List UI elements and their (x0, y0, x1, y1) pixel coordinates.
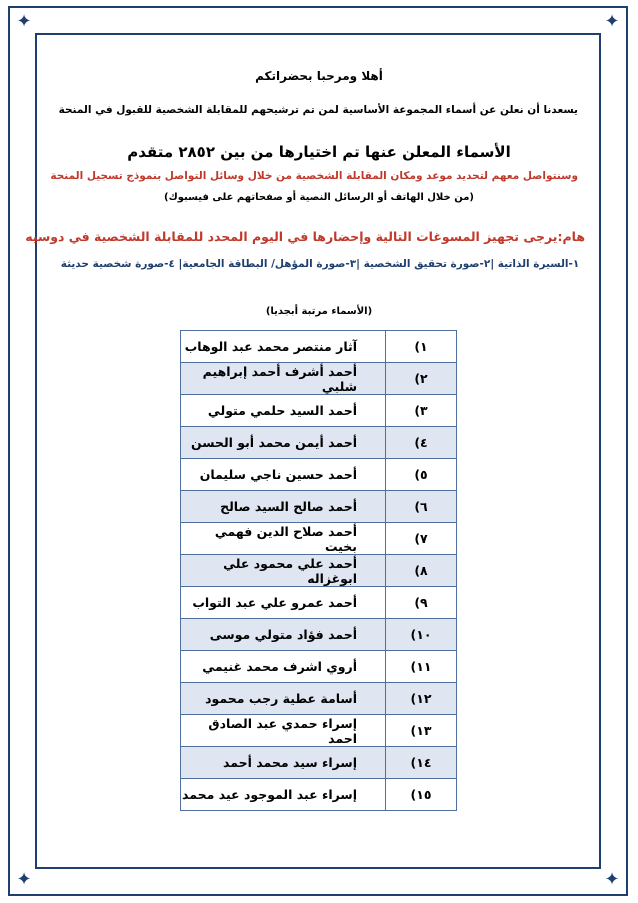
candidate-name: أحمد أيمن محمد أبو الحسن (181, 427, 386, 459)
row-number: ١٣) (386, 715, 457, 747)
corner-ornament-icon: ✦ (604, 11, 620, 32)
corner-ornament-icon: ✦ (16, 869, 32, 890)
candidate-name: آثار منتصر محمد عبد الوهاب (181, 331, 386, 363)
table-row (181, 363, 457, 395)
candidate-name: أروي اشرف محمد غنيمي (181, 651, 386, 683)
row-number: ١) (386, 331, 457, 363)
table-row (181, 523, 457, 555)
table-row (181, 619, 457, 651)
candidate-name: إسراء عبد الموجود عيد محمد (181, 779, 386, 811)
row-number: ٨) (386, 555, 457, 587)
candidate-name: أحمد عمرو علي عبد التواب (181, 587, 386, 619)
candidate-name: أحمد صلاح الدين فهمي بخيت (181, 523, 386, 555)
candidate-name: إسراء حمدي عبد الصادق احمد (181, 715, 386, 747)
table-row (181, 427, 457, 459)
row-number: ١٤) (386, 747, 457, 779)
row-number: ١٥) (386, 779, 457, 811)
contact-means: (من خلال الهاتف أو الرسائل النصية أو صفحاتهم على فيسبوك) (164, 192, 474, 203)
table-row (181, 651, 457, 683)
candidate-name: أسامة عطية رجب محمود (181, 683, 386, 715)
important-notice: هام:يرجى تجهيز المسوغات التالية وإحضارها في اليوم المحدد للمقابلة الشخصية في دوسيه (25, 229, 585, 244)
corner-ornament-icon: ✦ (16, 11, 32, 32)
contact-notice: وسنتواصل معهم لتحديد موعد ومكان المقابلة الشخصية من خلال وسائل التواصل بنموذج تسجيل المنحة (50, 170, 578, 182)
table-row (181, 395, 457, 427)
row-number: ١١) (386, 651, 457, 683)
names-table (180, 330, 457, 811)
row-number: ٢) (386, 363, 457, 395)
table-row (181, 459, 457, 491)
table-row (181, 747, 457, 779)
candidate-name: أحمد علي محمود علي ابوغزاله (181, 555, 386, 587)
announcement-headline: الأسماء المعلن عنها تم اختيارها من بين ٢٨٥٢ متقدم (127, 143, 511, 161)
table-row (181, 779, 457, 811)
table-row (181, 683, 457, 715)
table-row (181, 491, 457, 523)
row-number: ١٠) (386, 619, 457, 651)
row-number: ٤) (386, 427, 457, 459)
candidate-name: أحمد حسين ناجي سليمان (181, 459, 386, 491)
table-row (181, 331, 457, 363)
table-row (181, 715, 457, 747)
corner-ornament-icon: ✦ (604, 869, 620, 890)
table-row (181, 555, 457, 587)
candidate-name: أحمد صالح السيد صالح (181, 491, 386, 523)
row-number: ٦) (386, 491, 457, 523)
row-number: ٧) (386, 523, 457, 555)
row-number: ٣) (386, 395, 457, 427)
row-number: ١٢) (386, 683, 457, 715)
candidate-name: أحمد أشرف أحمد إبراهيم شلبي (181, 363, 386, 395)
welcome-heading: أهلا ومرحبا بحضراتكم (255, 69, 383, 83)
candidate-name: أحمد فؤاد متولي موسى (181, 619, 386, 651)
row-number: ٩) (386, 587, 457, 619)
sort-note: (الأسماء مرتبة أبجديا) (265, 306, 373, 317)
intro-text: يسعدنا أن نعلن عن أسماء المجموعة الأساسية لمن تم ترشيحهم للمقابلة الشخصية للقبول في المنحة (58, 104, 578, 116)
candidate-name: إسراء سيد محمد أحمد (181, 747, 386, 779)
table-row (181, 587, 457, 619)
required-documents: ١-السيرة الذاتية |٢-صورة تحقيق الشخصية |٣-صورة المؤهل/ البطاقة الجامعية| ٤-صورة شخصية حديثة (60, 258, 580, 270)
row-number: ٥) (386, 459, 457, 491)
candidate-name: أحمد السيد حلمي متولي (181, 395, 386, 427)
